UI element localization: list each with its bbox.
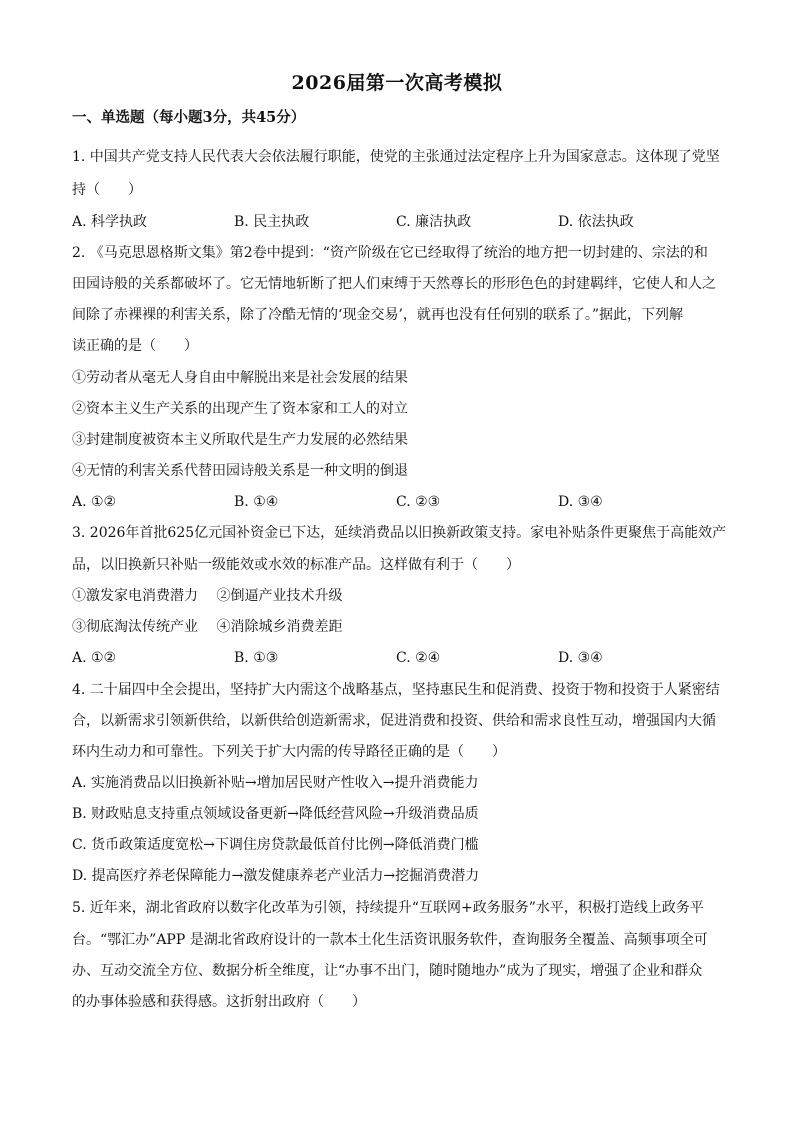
question-4-option: D. 提高医疗养老保障能力→激发健康养老产业活力→挖掘消费潜力 bbox=[72, 868, 480, 884]
question-2-line: 2. 《马克思恩格斯文集》第2卷中提到：“资产阶级在它已经取得了统治的地方把一切封建的、宗法的和 bbox=[72, 245, 708, 261]
question-4-option: C. 货币政策适度宽松→下调住房贷款最低首付比例→降低消费门槛 bbox=[72, 837, 479, 853]
question-2-line: 田园诗般的关系都破坏了。它无情地斩断了把人们束缚于天然尊长的形形色色的封建羁绊，它使人和人之 bbox=[72, 276, 716, 292]
question-2-options bbox=[72, 492, 724, 512]
question-2-statement: ②资本主义生产关系的出现产生了资本家和工人的对立 bbox=[72, 401, 408, 417]
option-b: B. ①④ bbox=[234, 494, 279, 510]
question-5-line: 5. 近年来，湖北省政府以数字化改革为引领，持续提升“互联网+政务服务”水平，积极打造线上政务平 bbox=[72, 900, 704, 916]
option-a: A. 科学执政 bbox=[72, 214, 148, 230]
option-c: C. 廉洁执政 bbox=[396, 214, 472, 230]
option-b: B. ①③ bbox=[234, 650, 279, 666]
question-2-line: 读正确的是（ ） bbox=[72, 338, 198, 354]
question-4-option: A. 实施消费品以旧换新补贴→增加居民财产性收入→提升消费能力 bbox=[72, 775, 479, 791]
question-1-options bbox=[72, 212, 724, 232]
question-2-statement: ③封建制度被资本主义所取代是生产力发展的必然结果 bbox=[72, 432, 408, 448]
question-5-line: 办、互动交流全方位、数据分析全维度，让“办事不出门，随时随地办”成为了现实，增强了企业和群众 bbox=[72, 963, 703, 979]
question-3-statement: ①激发家电消费潜力 ②倒逼产业技术升级 bbox=[72, 588, 343, 604]
exam-title: 2026届第一次高考模拟 bbox=[291, 72, 503, 94]
question-2-statement: ④无情的利害关系代替田园诗般关系是一种文明的倒退 bbox=[72, 463, 408, 479]
question-2-statement: ①劳动者从毫无人身自由中解脱出来是社会发展的结果 bbox=[72, 370, 408, 386]
option-d: D. ③④ bbox=[558, 650, 603, 666]
option-d: D. ③④ bbox=[558, 494, 603, 510]
question-1-line: 持（ ） bbox=[72, 182, 142, 198]
option-c: C. ②③ bbox=[396, 494, 441, 510]
question-5-line: 的办事体验感和获得感。这折射出政府（ ） bbox=[72, 994, 366, 1010]
question-5-line: 台。“鄂汇办”APP 是湖北省政府设计的一款本土化生活资讯服务软件，查询服务全覆盖、高频事项全可 bbox=[72, 932, 708, 948]
question-4-line: 合，以新需求引领新供给，以新供给创造新需求，促进消费和投资、供给和需求良性互动，增强国内大循 bbox=[72, 713, 716, 729]
question-3-line: 3. 2026年首批625亿元国补资金已下达，延续消费品以旧换新政策支持。家电补贴条件更聚焦于高能效产 bbox=[72, 525, 727, 541]
question-3-options bbox=[72, 648, 724, 668]
option-c: C. ②④ bbox=[396, 650, 441, 666]
question-4-option: B. 财政贴息支持重点领域设备更新→降低经营风险→升级消费品质 bbox=[72, 806, 479, 822]
question-3-line: 品，以旧换新只补贴一级能效或水效的标准产品。这样做有利于（ ） bbox=[72, 557, 520, 573]
option-a: A. ①② bbox=[72, 494, 117, 510]
option-a: A. ①② bbox=[72, 650, 117, 666]
question-1-line: 1. 中国共产党支持人民代表大会依法履行职能，使党的主张通过法定程序上升为国家意志。这体现了党坚 bbox=[72, 149, 720, 165]
question-2-line: 间除了赤裸裸的利害关系，除了冷酷无情的‘现金交易’，就再也没有任何别的联系了。”据此，下列解 bbox=[72, 307, 684, 323]
question-3-statement: ③彻底淘汰传统产业 ④消除城乡消费差距 bbox=[72, 619, 343, 635]
option-b: B. 民主执政 bbox=[234, 214, 310, 230]
option-d: D. 依法执政 bbox=[558, 214, 634, 230]
section-heading: 一、单选题（每小题3分，共45分） bbox=[72, 109, 306, 126]
question-4-line: 环内生动力和可靠性。下列关于扩大内需的传导路径正确的是（ ） bbox=[72, 744, 506, 760]
question-4-line: 4. 二十届四中全会提出，坚持扩大内需这个战略基点，坚持惠民生和促消费、投资于物和投资于人紧密结 bbox=[72, 682, 720, 698]
